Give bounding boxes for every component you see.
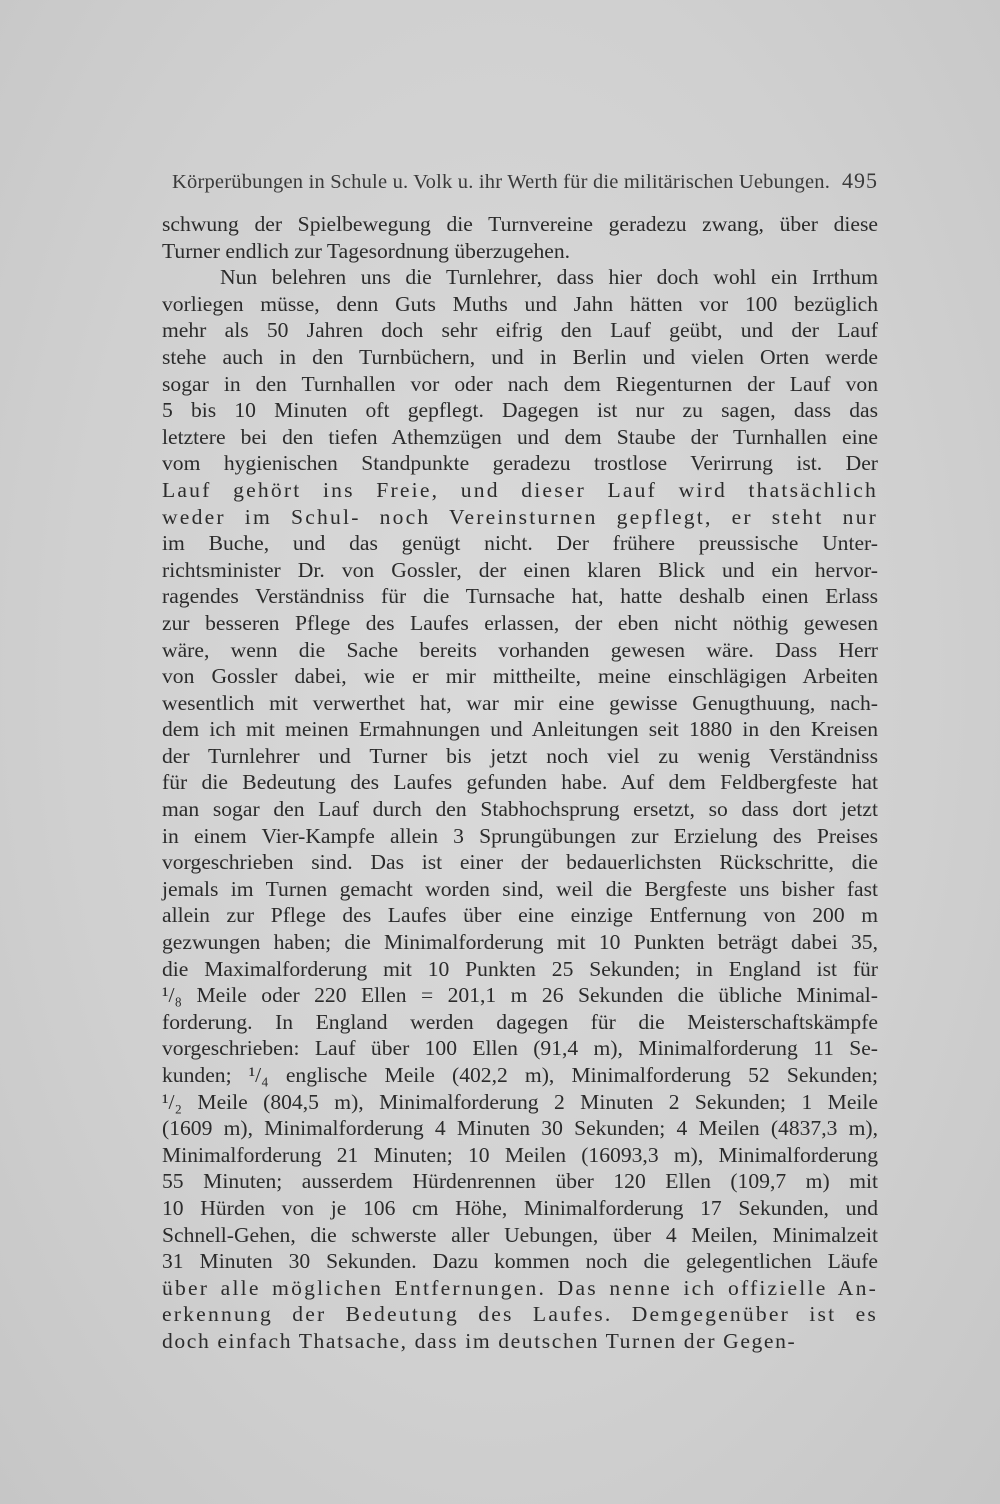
running-title: Körperübungen in Schule u. Volk u. ihr Werth für die militärischen Uebungen. <box>172 171 831 193</box>
text-line: kunden; ¹/₄ englische Meile (402,2 m), Minimalforderung 52 Sekunden; <box>162 1063 878 1087</box>
body-text <box>162 211 878 1355</box>
text-line: dem ich mit meinen Ermahnungen und Anleitungen seit 1880 in den Kreisen <box>162 717 878 742</box>
text-line: für die Bedeutung des Laufes gefunden habe. Auf dem Feldbergfeste hat <box>162 770 878 795</box>
text-line: ¹/₈ Meile oder 220 Ellen = 201,1 m 26 Sekunden die übliche Minimal- <box>162 983 878 1008</box>
text-line: ¹/₂ Meile (804,5 m), Minimalforderung 2 Minuten 2 Sekunden; 1 Meile <box>162 1089 878 1114</box>
text-line: allein zur Pflege des Laufes über eine einzige Entfernung von 200 m <box>162 903 878 928</box>
text-line: 55 Minuten; ausserdem Hürdenrennen über 120 Ellen (109,7 m) mit <box>162 1169 878 1194</box>
text-line: die Maximalforderung mit 10 Punkten 25 Sekunden; in England ist für <box>162 956 878 981</box>
text-line: gezwungen haben; die Minimalforderung mit 10 Punkten beträgt dabei 35, <box>162 930 878 955</box>
text-line: vorgeschrieben: Lauf über 100 Ellen (91,4 m), Minimalforderung 11 Se- <box>162 1036 878 1061</box>
text-line: in einem Vier-Kampfe allein 3 Sprungübungen zur Erzielung des Preises <box>162 823 878 848</box>
text-line: ragendes Verständniss für die Turnsache hat, hatte deshalb einen Erlass <box>162 584 878 609</box>
text-line: vorgeschrieben sind. Das ist einer der bedauerlichsten Rückschritte, die <box>162 850 878 875</box>
text-line: 31 Minuten 30 Sekunden. Dazu kommen noch die gelegentlichen Läufe <box>162 1249 878 1274</box>
text-line: wäre, wenn die Sache bereits vorhanden gewesen wäre. Dass Herr <box>162 637 878 662</box>
text-line: vom hygienischen Standpunkte geradezu trostlose Verirrung ist. Der <box>162 451 878 476</box>
text-line: stehe auch in den Turnbüchern, und in Berlin und vielen Orten werde <box>162 344 878 369</box>
text-line: von Gossler dabei, wie er mir mittheilte, meine einschlägigen Arbeiten <box>162 664 878 689</box>
text-line: vorliegen müsse, denn Guts Muths und Jahn hätten vor 100 bezüglich <box>162 291 878 316</box>
page-number: 495 <box>842 168 878 193</box>
text-line: weder im Schul- noch Vereinsturnen gepflegt, er steht nur <box>162 504 878 529</box>
text-line: Lauf gehört ins Freie, und dieser Lauf wird thatsächlich <box>162 477 878 502</box>
text-line: wesentlich mit verwerthet hat, war mir eine gewisse Genugthuung, nach- <box>162 690 878 715</box>
text-line: man sogar den Lauf durch den Stabhochsprung ersetzt, so dass dort jetzt <box>162 797 878 822</box>
text-line: Turner endlich zur Tagesordnung überzugehen. <box>162 238 571 263</box>
text-line: 10 Hürden von je 106 cm Höhe, Minimalforderung 17 Sekunden, und <box>162 1195 878 1220</box>
text-line: mehr als 50 Jahren doch sehr eifrig den Lauf geübt, und der Lauf <box>162 318 878 343</box>
text-line: schwung der Spielbewegung die Turnvereine geradezu zwang, über diese <box>162 212 878 236</box>
text-line: 5 bis 10 Minuten oft gepflegt. Dagegen ist nur zu sagen, dass das <box>162 398 878 423</box>
text-line: erkennung der Bedeutung des Laufes. Demgegenüber ist es <box>162 1302 878 1327</box>
text-line: (1609 m), Minimalforderung 4 Minuten 30 Sekunden; 4 Meilen (4837,3 m), <box>162 1116 878 1141</box>
text-line: sogar in den Turnhallen vor oder nach dem Riegenturnen der Lauf von <box>162 371 878 396</box>
text-line: zur besseren Pflege des Laufes erlassen, der eben nicht nöthig gewesen <box>162 610 878 635</box>
paragraph-first-line: Nun belehren uns die Turnlehrer, dass hier doch wohl ein Irrthum <box>220 265 878 290</box>
text-line: der Turnlehrer und Turner bis jetzt noch viel zu wenig Verständniss <box>162 743 878 768</box>
text-line: Minimalforderung 21 Minuten; 10 Meilen (16093,3 m), Minimalforderung <box>162 1142 878 1167</box>
text-line: über alle möglichen Entfernungen. Das nenne ich offizielle An- <box>162 1275 878 1300</box>
text-line: forderung. In England werden dagegen für die Meisterschaftskämpfe <box>162 1009 878 1034</box>
text-line: doch einfach Thatsache, dass im deutschen Turnen der Gegen- <box>162 1328 797 1353</box>
text-line: letztere bei den tiefen Athemzügen und dem Staube der Turnhallen eine <box>162 424 878 449</box>
text-line: im Buche, und das genügt nicht. Der frühere preussische Unter- <box>162 531 878 556</box>
running-header <box>172 168 878 202</box>
text-line: jemals im Turnen gemacht worden sind, weil die Bergfeste uns bisher fast <box>162 876 878 901</box>
text-line: richtsminister Dr. von Gossler, der einen klaren Blick und ein hervor- <box>162 557 878 582</box>
text-line: Schnell-Gehen, die schwerste aller Uebungen, über 4 Meilen, Minimalzeit <box>162 1222 878 1247</box>
